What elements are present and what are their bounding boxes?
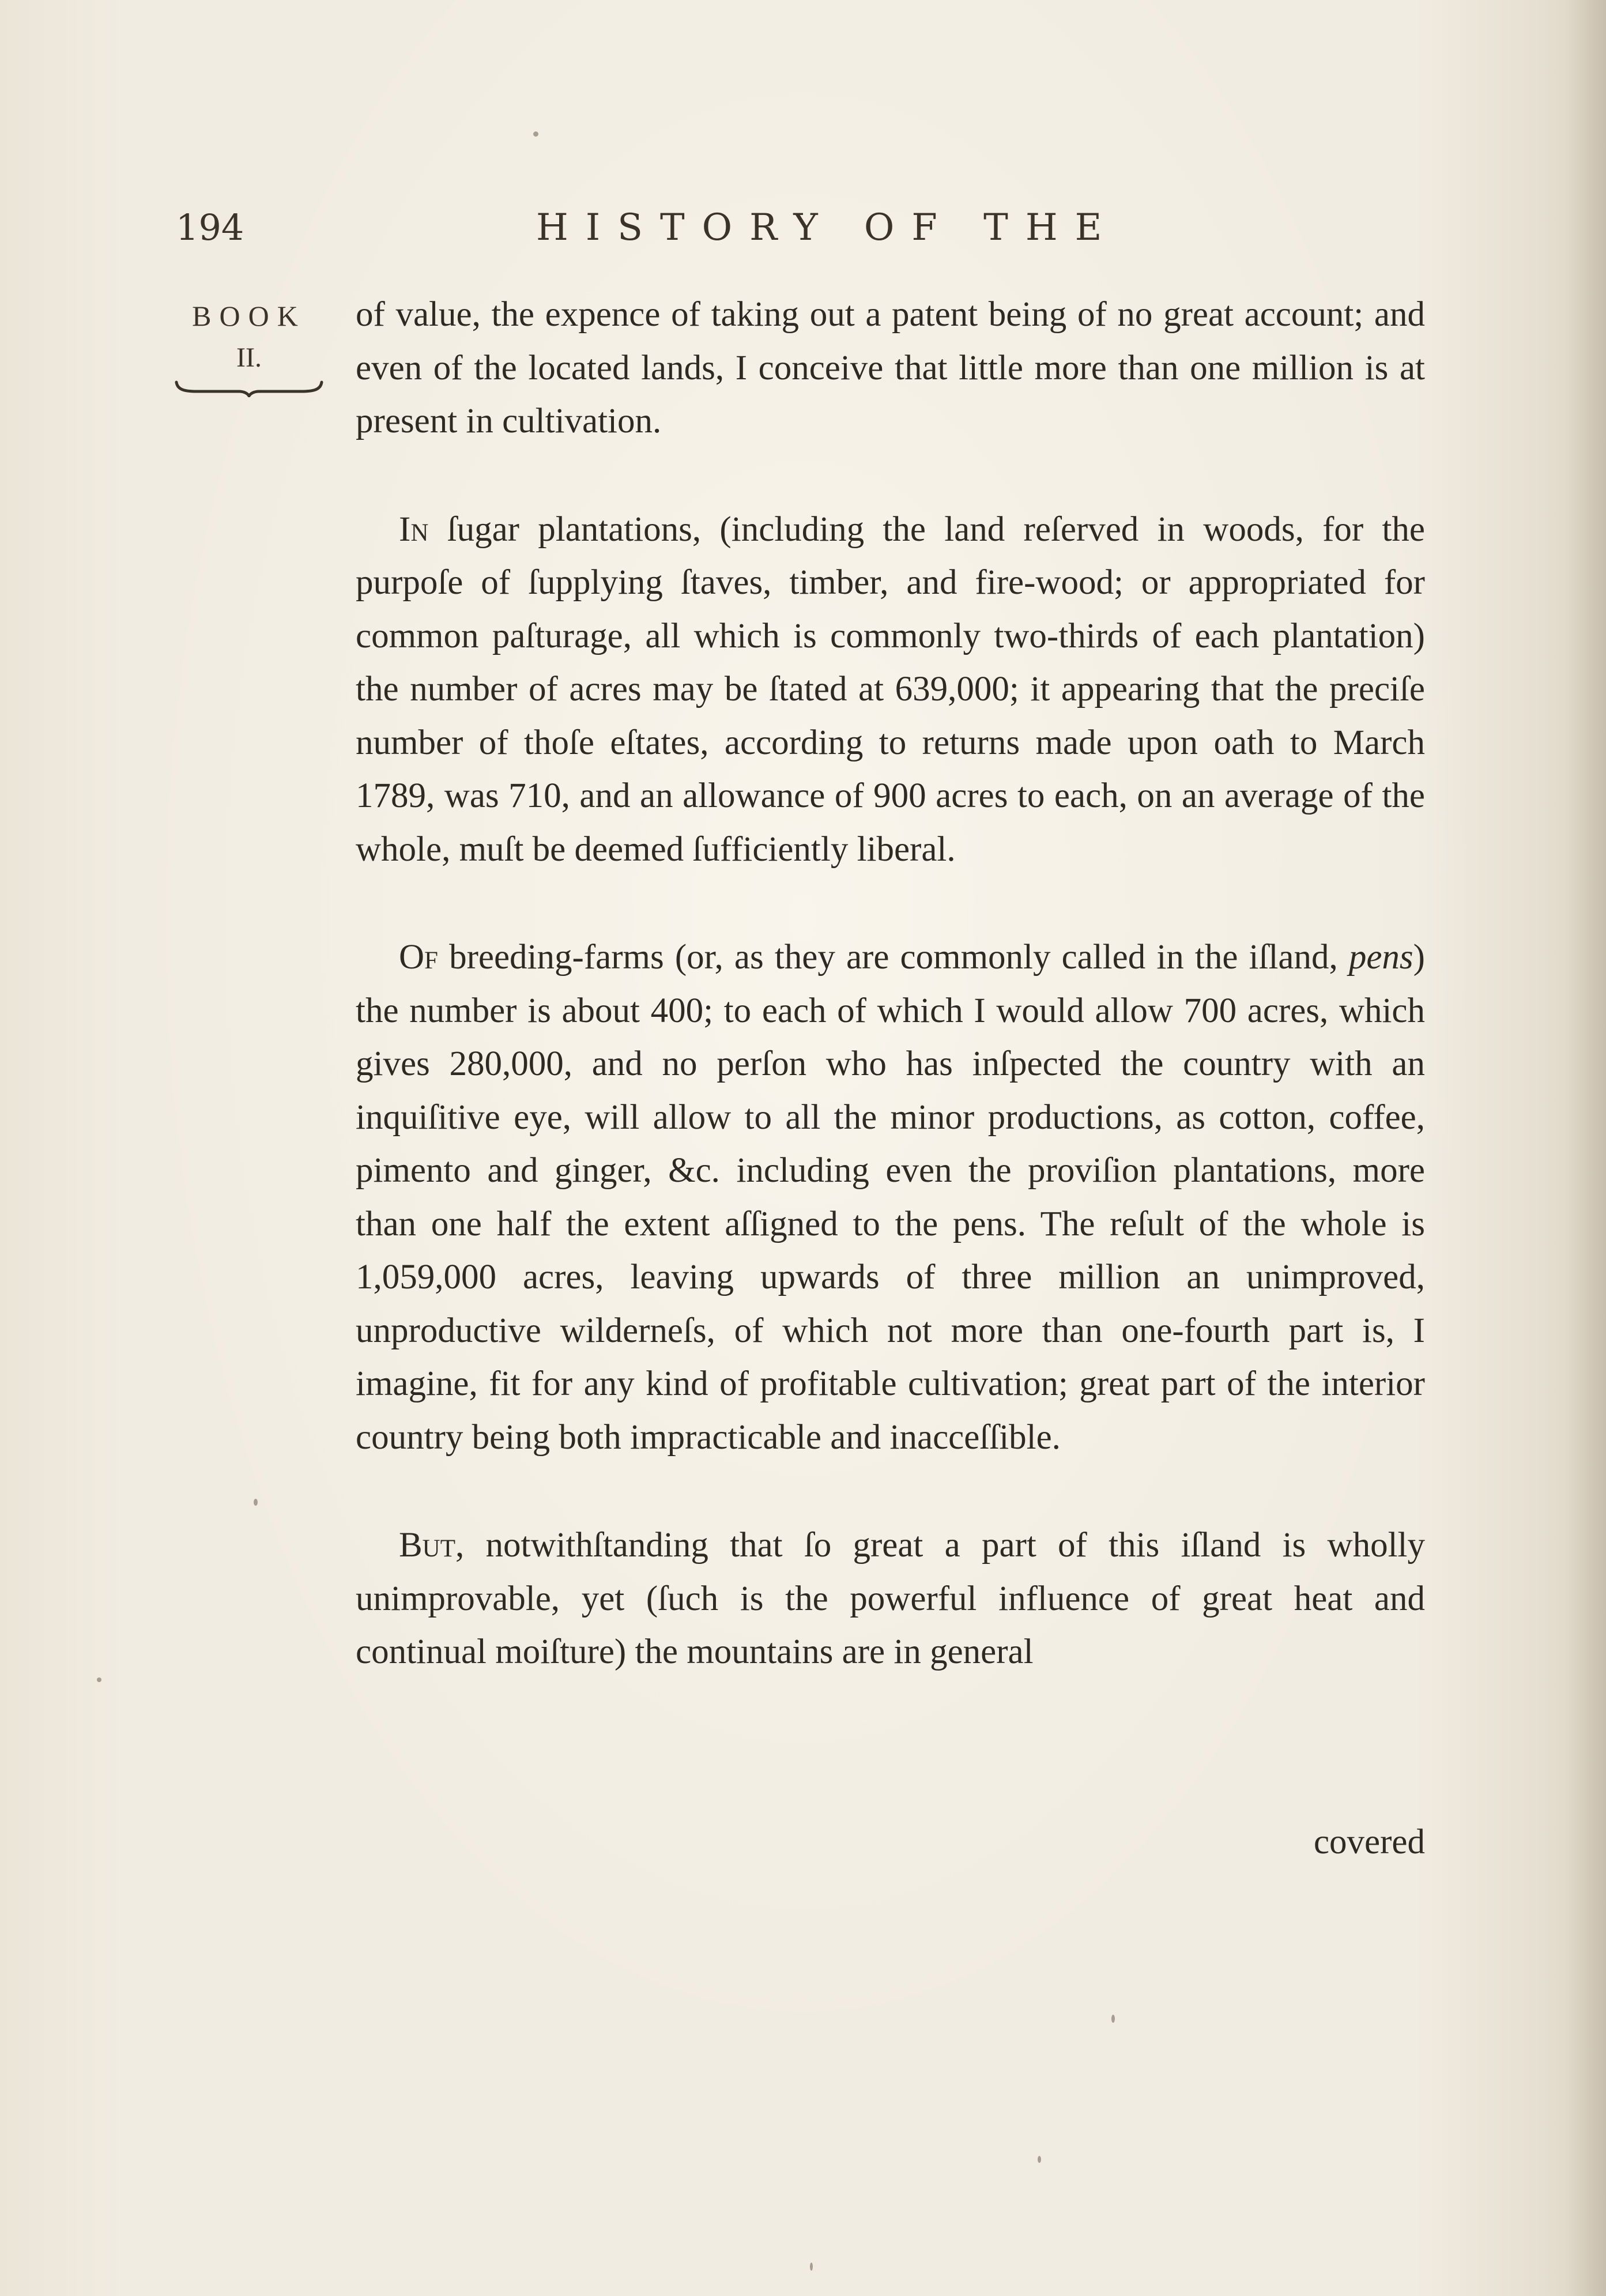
body-text — [356, 288, 1425, 1679]
paper-speck — [1111, 2015, 1115, 2023]
paragraph-4-text: notwithſtanding that ſo great a part of this iſland is wholly unimprovable, yet (ſuch is the powerful influence of great heat and continual moiſture) the mountains are in general — [356, 1526, 1425, 1671]
paragraph-3-italic: pens — [1348, 938, 1413, 977]
paragraph-3 — [356, 931, 1425, 1464]
paragraph-1-text: of value, the expence of taking out a patent being of no great account; and even of the located lands, I conceive that little more than one million is at present in cultivation. — [356, 295, 1425, 440]
paper-speck — [1038, 2156, 1041, 2163]
page-header — [0, 202, 1606, 254]
paragraph-3-text-b: ) the number is about 400; to each of which I would allow 700 acres, which gives 280,000, and no perſon who has inſpected the country with an inquiſitive eye, will allow to all the minor productions, as cotton, coffee, pimento and ginger, &c. including even the proviſion plantations, more than one half the extent aſſigned to the pens. The reſult of the whole is 1,059,000 acres, leaving upwards of three million an unimproved, unproductive wilderneſs, of which not more than one-fourth part is, I imagine, fit for any kind of profitable cultivation; great part of the interior country being both impracticable and inacceſſible. — [356, 938, 1425, 1457]
paragraph-2 — [356, 503, 1425, 877]
paper-speck — [254, 1499, 258, 1506]
paragraph-3-lead: Of — [399, 938, 438, 977]
paper-speck — [97, 1677, 101, 1682]
margin-part-label: II. — [236, 342, 262, 373]
running-head: HISTORY OF THE — [536, 206, 1119, 249]
paragraph-2-lead: In — [399, 510, 429, 549]
margin-note — [168, 291, 330, 397]
paragraph-3-text-a: breeding-farms (or, as they are commonly called in the iſland, — [438, 938, 1349, 977]
paragraph-4-lead: But, — [399, 1526, 465, 1564]
paragraph-1 — [356, 288, 1425, 448]
paper-speck — [533, 131, 538, 137]
page-number: 194 — [176, 206, 244, 248]
paper-speck — [810, 2263, 813, 2271]
margin-book-label: BOOK — [192, 300, 306, 332]
paragraph-2-text: ſugar plantations, (including the land reſerved in woods, for the purpoſe of ſupplying ſtaves, timber, and fire-wood; or appropriated for common paſturage, all which is commonly two-thirds of each plantation) the number of acres may be ſtated at 639,000; it appearing that the preciſe number of thoſe eſtates, according to returns made upon oath to March 1789, was 710, and an allowance of 900 acres to each, on an average of the whole, muſt be deemed ſufficiently liberal. — [356, 510, 1425, 869]
catchword: covered — [1313, 1823, 1425, 1861]
brace-ornament-icon — [174, 380, 324, 397]
paragraph-4 — [356, 1519, 1425, 1679]
spine-shadow — [1566, 0, 1606, 2296]
